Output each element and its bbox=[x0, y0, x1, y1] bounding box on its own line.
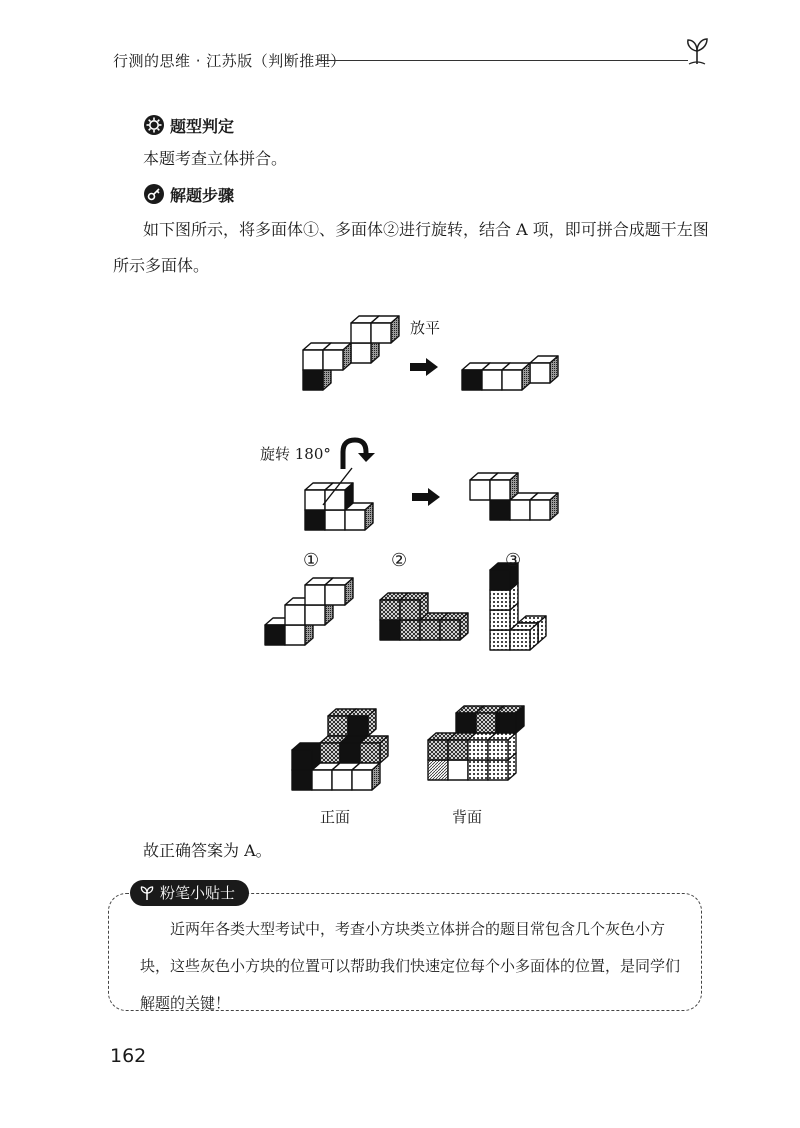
answer-text: 故正确答案为 A。 bbox=[143, 841, 272, 860]
cube-front-face bbox=[303, 350, 323, 370]
piece-label-1: ① bbox=[303, 550, 320, 571]
cube-front-face bbox=[448, 760, 468, 780]
cube-front-face bbox=[351, 343, 371, 363]
step-text: 如下图所示，将多面体①、多面体②进行旋转，结合 A 项，即可拼合成题干左图所示多面体。 bbox=[113, 220, 709, 275]
cube-front-face bbox=[530, 500, 550, 520]
cube-front-face bbox=[482, 370, 502, 390]
cube-front-face bbox=[305, 510, 325, 530]
cube-front-face bbox=[305, 605, 325, 625]
cube-front-face bbox=[371, 323, 391, 343]
sprout-small-icon bbox=[140, 885, 154, 901]
cube-front-face bbox=[488, 740, 508, 760]
piece-label-3: ③ bbox=[505, 550, 522, 571]
cube-front-face bbox=[490, 590, 510, 610]
cube-front-face bbox=[428, 760, 448, 780]
cube-front-face bbox=[476, 713, 496, 733]
cube-front-face bbox=[488, 760, 508, 780]
cube-front-face bbox=[345, 510, 365, 530]
cube-front-face bbox=[420, 620, 440, 640]
cube-front-face bbox=[400, 620, 420, 640]
cube-front-face bbox=[440, 620, 460, 640]
cube-front-face bbox=[490, 610, 510, 630]
cube-front-face bbox=[530, 363, 550, 383]
right-arrow-icon bbox=[412, 488, 440, 506]
cube-front-face bbox=[448, 740, 468, 760]
back-view-label: 背面 bbox=[452, 808, 483, 826]
cube-front-face bbox=[305, 490, 325, 510]
cube-front-face bbox=[380, 620, 400, 640]
tip-tag bbox=[130, 880, 249, 906]
cube-front-face bbox=[468, 740, 488, 760]
cube-front-face bbox=[490, 570, 510, 590]
rotate-label: 旋转 180° bbox=[260, 445, 331, 463]
cube-front-face bbox=[400, 600, 420, 620]
section-title-steps: 解题步骤 bbox=[170, 186, 235, 205]
cube-front-face bbox=[510, 500, 530, 520]
running-header: 行测的思维 · 江苏版（判断推理） bbox=[113, 52, 346, 70]
cube-front-face bbox=[496, 713, 516, 733]
cube-front-face bbox=[292, 770, 312, 790]
cube-front-face bbox=[470, 480, 490, 500]
cube-front-face bbox=[332, 770, 352, 790]
cube-front-face bbox=[292, 750, 312, 770]
cube-front-face bbox=[428, 740, 448, 760]
cube-front-face bbox=[502, 370, 522, 390]
flatten-label: 放平 bbox=[410, 319, 441, 337]
cube-front-face bbox=[468, 760, 488, 780]
cube-front-face bbox=[340, 743, 360, 763]
cube-front-face bbox=[462, 370, 482, 390]
cube-front-face bbox=[325, 585, 345, 605]
cube-front-face bbox=[490, 630, 510, 650]
cube-front-face bbox=[312, 770, 332, 790]
tip-tag-label: 粉笔小贴士 bbox=[160, 884, 236, 902]
page-number: 162 bbox=[110, 1045, 147, 1067]
cube-front-face bbox=[490, 480, 510, 500]
front-view-label: 正面 bbox=[320, 808, 351, 826]
cube-front-face bbox=[320, 743, 340, 763]
cube-front-face bbox=[352, 770, 372, 790]
type-text: 本题考查立体拼合。 bbox=[143, 149, 288, 168]
cube-front-face bbox=[325, 490, 345, 510]
section-title-type: 题型判定 bbox=[170, 117, 235, 136]
cube-front-face bbox=[490, 500, 510, 520]
cube-front-face bbox=[360, 743, 380, 763]
cube-front-face bbox=[348, 716, 368, 736]
cube-front-face bbox=[325, 510, 345, 530]
cube-front-face bbox=[456, 713, 476, 733]
cube-front-face bbox=[380, 600, 400, 620]
cube-front-face bbox=[510, 630, 530, 650]
cube-front-face bbox=[285, 605, 305, 625]
tip-text: 近两年各类大型考试中，考查小方块类立体拼合的题目常包含几个灰色小方块，这些灰色小方块的位置可以帮助我们快速定位每个小多面体的位置，是同学们解题的关键！ bbox=[140, 920, 681, 1012]
piece-label-2: ② bbox=[391, 550, 408, 571]
cube-front-face bbox=[351, 323, 371, 343]
right-arrow-icon bbox=[410, 358, 438, 376]
cube-front-face bbox=[305, 585, 325, 605]
cube-front-face bbox=[323, 350, 343, 370]
cube-front-face bbox=[285, 625, 305, 645]
cube-front-face bbox=[265, 625, 285, 645]
cube-front-face bbox=[303, 370, 323, 390]
cube-front-face bbox=[328, 716, 348, 736]
